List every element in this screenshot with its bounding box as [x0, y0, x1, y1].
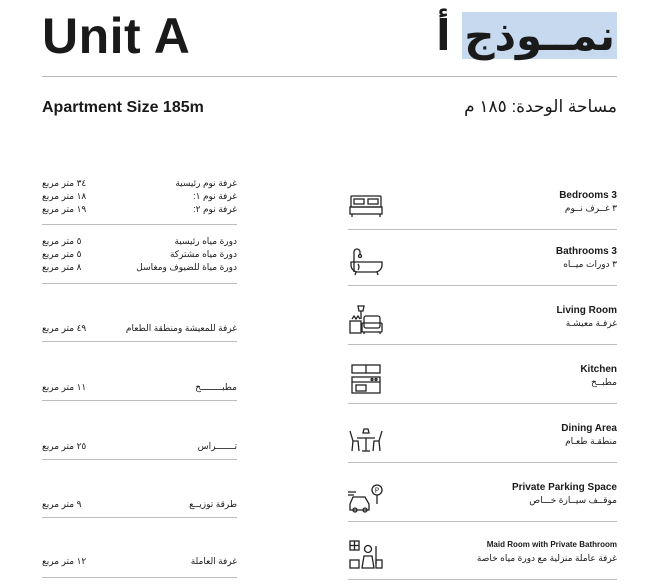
header-divider — [42, 76, 617, 77]
page-title-en: Unit A — [42, 8, 191, 64]
area-value: ٩ متر مربع — [42, 499, 82, 509]
area-label: غرفة نوم رئيسية — [175, 178, 237, 188]
feature-label-en: Bathrooms 3 — [555, 246, 617, 257]
feature-label-en: Dining Area — [561, 423, 617, 434]
page-title-ar — [436, 10, 617, 62]
area-label: غرفة نوم ٢: — [193, 204, 237, 214]
feature-label-en: Kitchen — [580, 364, 617, 375]
bathtub-icon — [348, 244, 384, 278]
feature-label-ar: ٣ دورات ميــاه — [563, 259, 617, 269]
area-value: ٣٤ متر مربع — [42, 178, 87, 188]
feature-label-ar: منطقـة طعـام — [565, 436, 617, 446]
area-value: ١٨ متر مربع — [42, 191, 87, 201]
area-group-bedrooms — [42, 177, 237, 216]
area-label: دورة مياة للضيوف ومغاسل — [136, 262, 237, 272]
area-group-living — [42, 322, 237, 335]
area-label: غرفة العاملة — [190, 556, 237, 566]
area-value: ٥ متر مربع — [42, 236, 82, 246]
feature-label-en: Living Room — [556, 305, 617, 316]
apartment-size-en: Apartment Size 185m — [42, 99, 204, 116]
divider — [348, 344, 617, 345]
feature-label-en: Maid Room with Private Bathroom — [486, 540, 617, 549]
divider — [42, 577, 237, 578]
divider — [42, 283, 237, 284]
feature-kitchen — [348, 360, 617, 404]
bed-icon — [348, 188, 384, 222]
divider — [42, 400, 237, 401]
area-group-corridor — [42, 498, 237, 511]
maid-room-icon — [348, 538, 384, 572]
area-label: تـــــــراس — [197, 441, 237, 451]
feature-living-room — [348, 301, 617, 345]
divider — [348, 462, 617, 463]
feature-label-ar: غرفـة معيشـة — [565, 318, 617, 328]
title-ar-suffix: أ — [436, 12, 451, 59]
area-group-bathrooms — [42, 235, 237, 274]
divider — [42, 517, 237, 518]
divider — [348, 403, 617, 404]
feature-dining-area — [348, 419, 617, 463]
area-group-terrace — [42, 440, 237, 453]
feature-label-ar: ٣ غــرف نــوم — [564, 203, 617, 213]
divider — [348, 579, 617, 580]
area-label: طرقة توزيــع — [189, 499, 237, 509]
area-value: ٨ متر مربع — [42, 262, 82, 272]
area-label: غرفة للمعيشة ومنطقة الطعام — [125, 323, 237, 333]
area-value: ٢٥ متر مربع — [42, 441, 87, 451]
area-label: مطبــــــــخ — [195, 382, 237, 392]
parking-car-icon — [348, 480, 384, 514]
feature-label-ar: مطبــخ — [590, 377, 617, 387]
feature-label-en: Bedrooms 3 — [559, 190, 617, 201]
feature-label-ar: موقــف سيــارة خـــاص — [529, 495, 617, 505]
divider — [42, 224, 237, 225]
area-label: دورة مياه رئيسية — [174, 236, 237, 246]
area-label: غرفة نوم ١: — [193, 191, 237, 201]
feature-parking — [348, 478, 617, 522]
area-value: ٤٩ متر مربع — [42, 323, 87, 333]
kitchen-icon — [348, 362, 384, 396]
divider — [348, 229, 617, 230]
svg-text:P: P — [374, 486, 380, 495]
area-group-maid-room — [42, 555, 237, 568]
area-value: ٥ متر مربع — [42, 249, 82, 259]
area-value: ١٢ متر مربع — [42, 556, 87, 566]
feature-label-en: Private Parking Space — [511, 482, 617, 493]
area-value: ١١ متر مربع — [42, 382, 87, 392]
divider — [348, 285, 617, 286]
area-label: دورة مياه مشتركة — [169, 249, 237, 259]
divider — [42, 459, 237, 460]
feature-label-ar: غرفة عاملة منزلية مع دورة مياه خاصة — [476, 553, 617, 563]
sofa-icon — [348, 303, 384, 337]
area-value: ١٩ متر مربع — [42, 204, 87, 214]
feature-maid-room — [348, 536, 617, 580]
apartment-size-ar: مساحة الوحدة: ١٨٥ م — [464, 97, 617, 116]
feature-bedrooms — [348, 186, 617, 230]
area-group-kitchen — [42, 381, 237, 394]
divider — [42, 341, 237, 342]
divider — [348, 521, 617, 522]
feature-bathrooms — [348, 242, 617, 286]
dining-table-icon — [348, 421, 384, 455]
title-ar-highlighted: نمــوذج — [464, 12, 615, 59]
